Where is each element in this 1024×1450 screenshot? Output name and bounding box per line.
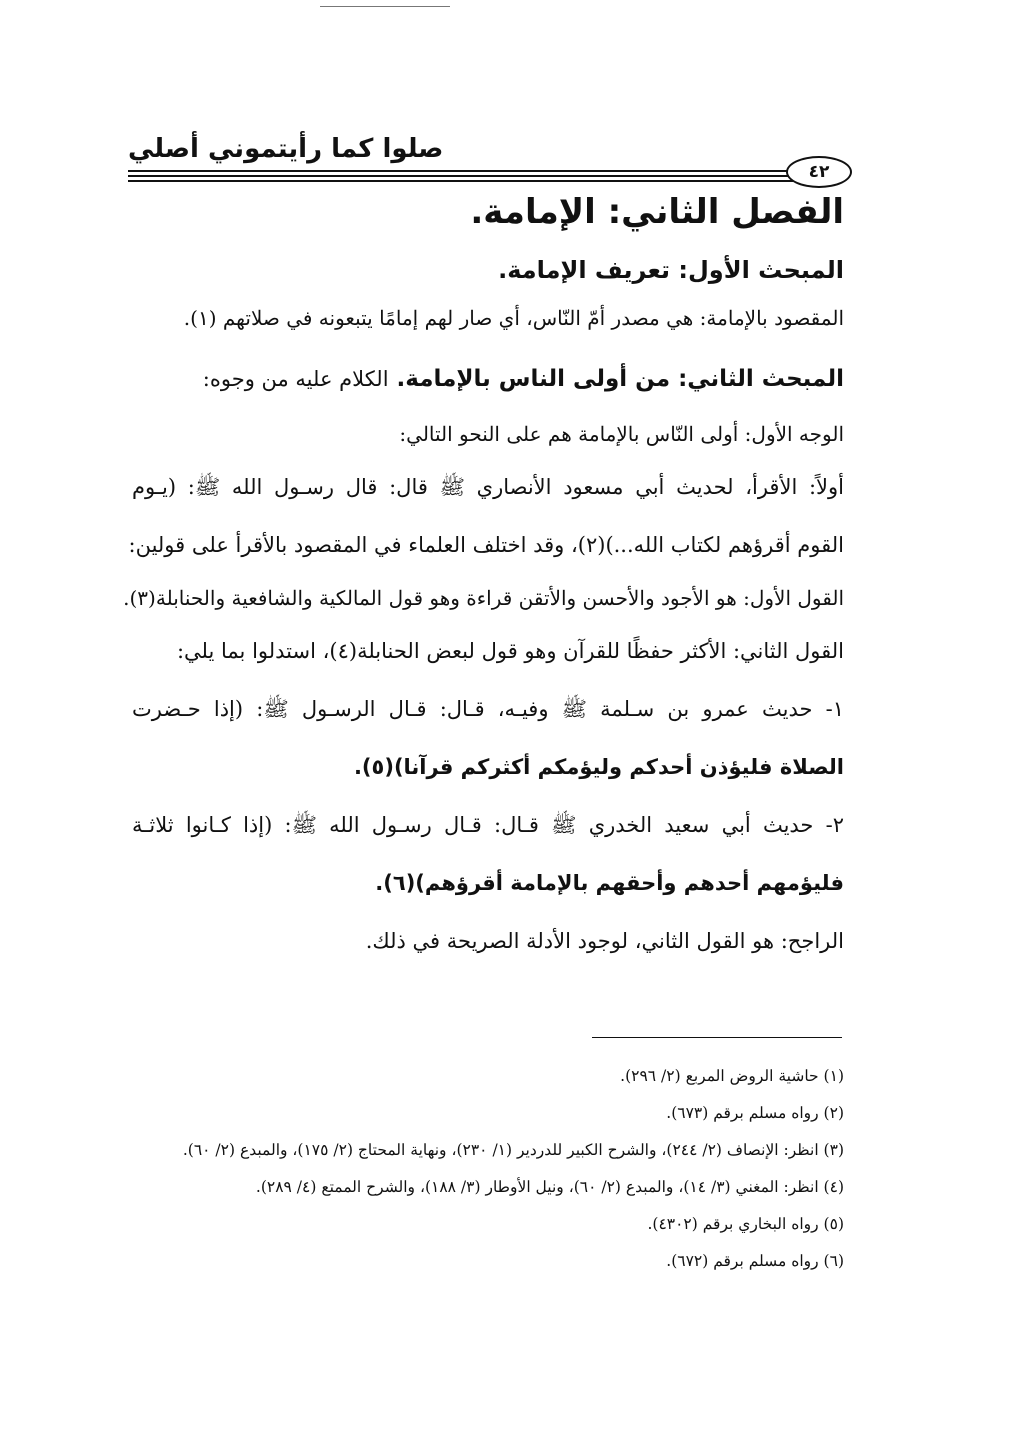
header-rule [128, 170, 844, 172]
text-line: القوم أقرؤهم لكتاب الله...)(٢)، وقد اختلف العلماء في المقصود بالأقرأ على قولين: [128, 533, 844, 557]
section-subheading: الكلام عليه من وجوه: [202, 367, 389, 391]
footnote: (٤) انظر: المغني (٣/ ١٤)، والمبدع (٢/ ٦٠)، ونيل الأوطار (٣/ ١٨٨)، والشرح الممتع (٤/ ٢٨٩). [255, 1178, 844, 1196]
main-text [123, 182, 844, 970]
section-title: المبحث الأول: تعريف الإمامة. [498, 256, 844, 284]
text-line: فليؤمهم أحدهم وأحقهم بالإمامة أقرؤهم)(٦). [375, 871, 844, 895]
definition-paragraph: المقصود بالإمامة: هي مصدر أمّ النّاس، أي صار لهم إمامًا يتبعونه في صلاتهم (١). [183, 306, 844, 330]
text-line: الوجه الأول: أولى النّاس بالإمامة هم على النحو التالي: [399, 422, 844, 446]
footnote: (٢) رواه مسلم برقم (٦٧٣). [666, 1104, 844, 1122]
text-line: القول الثاني: الأكثر حفظًا للقرآن وهو قول لبعض الحنابلة(٤)، استدلوا بما يلي: [176, 639, 844, 663]
text-line: أولاً: الأقرأ، لحديث أبي مسعود الأنصاري ﷺ قال: قال رسـول الله ﷺ: (يـوم [132, 475, 844, 499]
text-line: الصلاة فليؤذن أحدكم وليؤمكم أكثركم قرآنا)(٥). [353, 755, 844, 779]
section-heading: المبحث الثاني: من أولى الناس بالإمامة. [396, 366, 844, 392]
footnote-separator [592, 1037, 842, 1038]
footnote: (٦) رواه مسلم برقم (٦٧٢). [666, 1252, 844, 1270]
header-rule [128, 175, 844, 177]
page-number: ٤٢ [786, 156, 852, 188]
chapter-title: الفصل الثاني: الإمامة. [470, 192, 844, 232]
section-title [132, 348, 844, 410]
text-line: القول الأول: هو الأجود والأحسن والأتقن قراءة وهو قول المالكية والشافعية والحنابلة(٣). [123, 586, 844, 610]
footnotes [140, 1058, 844, 1280]
footnote: (٣) انظر: الإنصاف (٢/ ٢٤٤)، والشرح الكبير للدردير (١/ ٢٣٠)، ونهاية المحتاج (٢/ ١٧٥)، والمبدع (٢/ ٦٠). [182, 1141, 844, 1159]
text-line: ٢- حديث أبي سعيد الخدري ﷺ قـال: قـال رسـول الله ﷺ: (إذا كـانوا ثلاثـة [132, 813, 844, 837]
footnote: (١) حاشية الروض المربع (٢/ ٢٩٦). [620, 1067, 844, 1085]
text-line: ١- حديث عمرو بن سـلمة ﷺ وفيـه، قـال: قـال الرسـول ﷺ: (إذا حـضرت [132, 697, 844, 721]
footnote: (٥) رواه البخاري برقم (٤٣٠٢). [647, 1215, 844, 1233]
top-edge-line [320, 6, 450, 7]
text-line: الراجح: هو القول الثاني، لوجود الأدلة الصريحة في ذلك. [365, 929, 844, 953]
running-title: صلوا كما رأيتموني أصلي [128, 134, 444, 164]
